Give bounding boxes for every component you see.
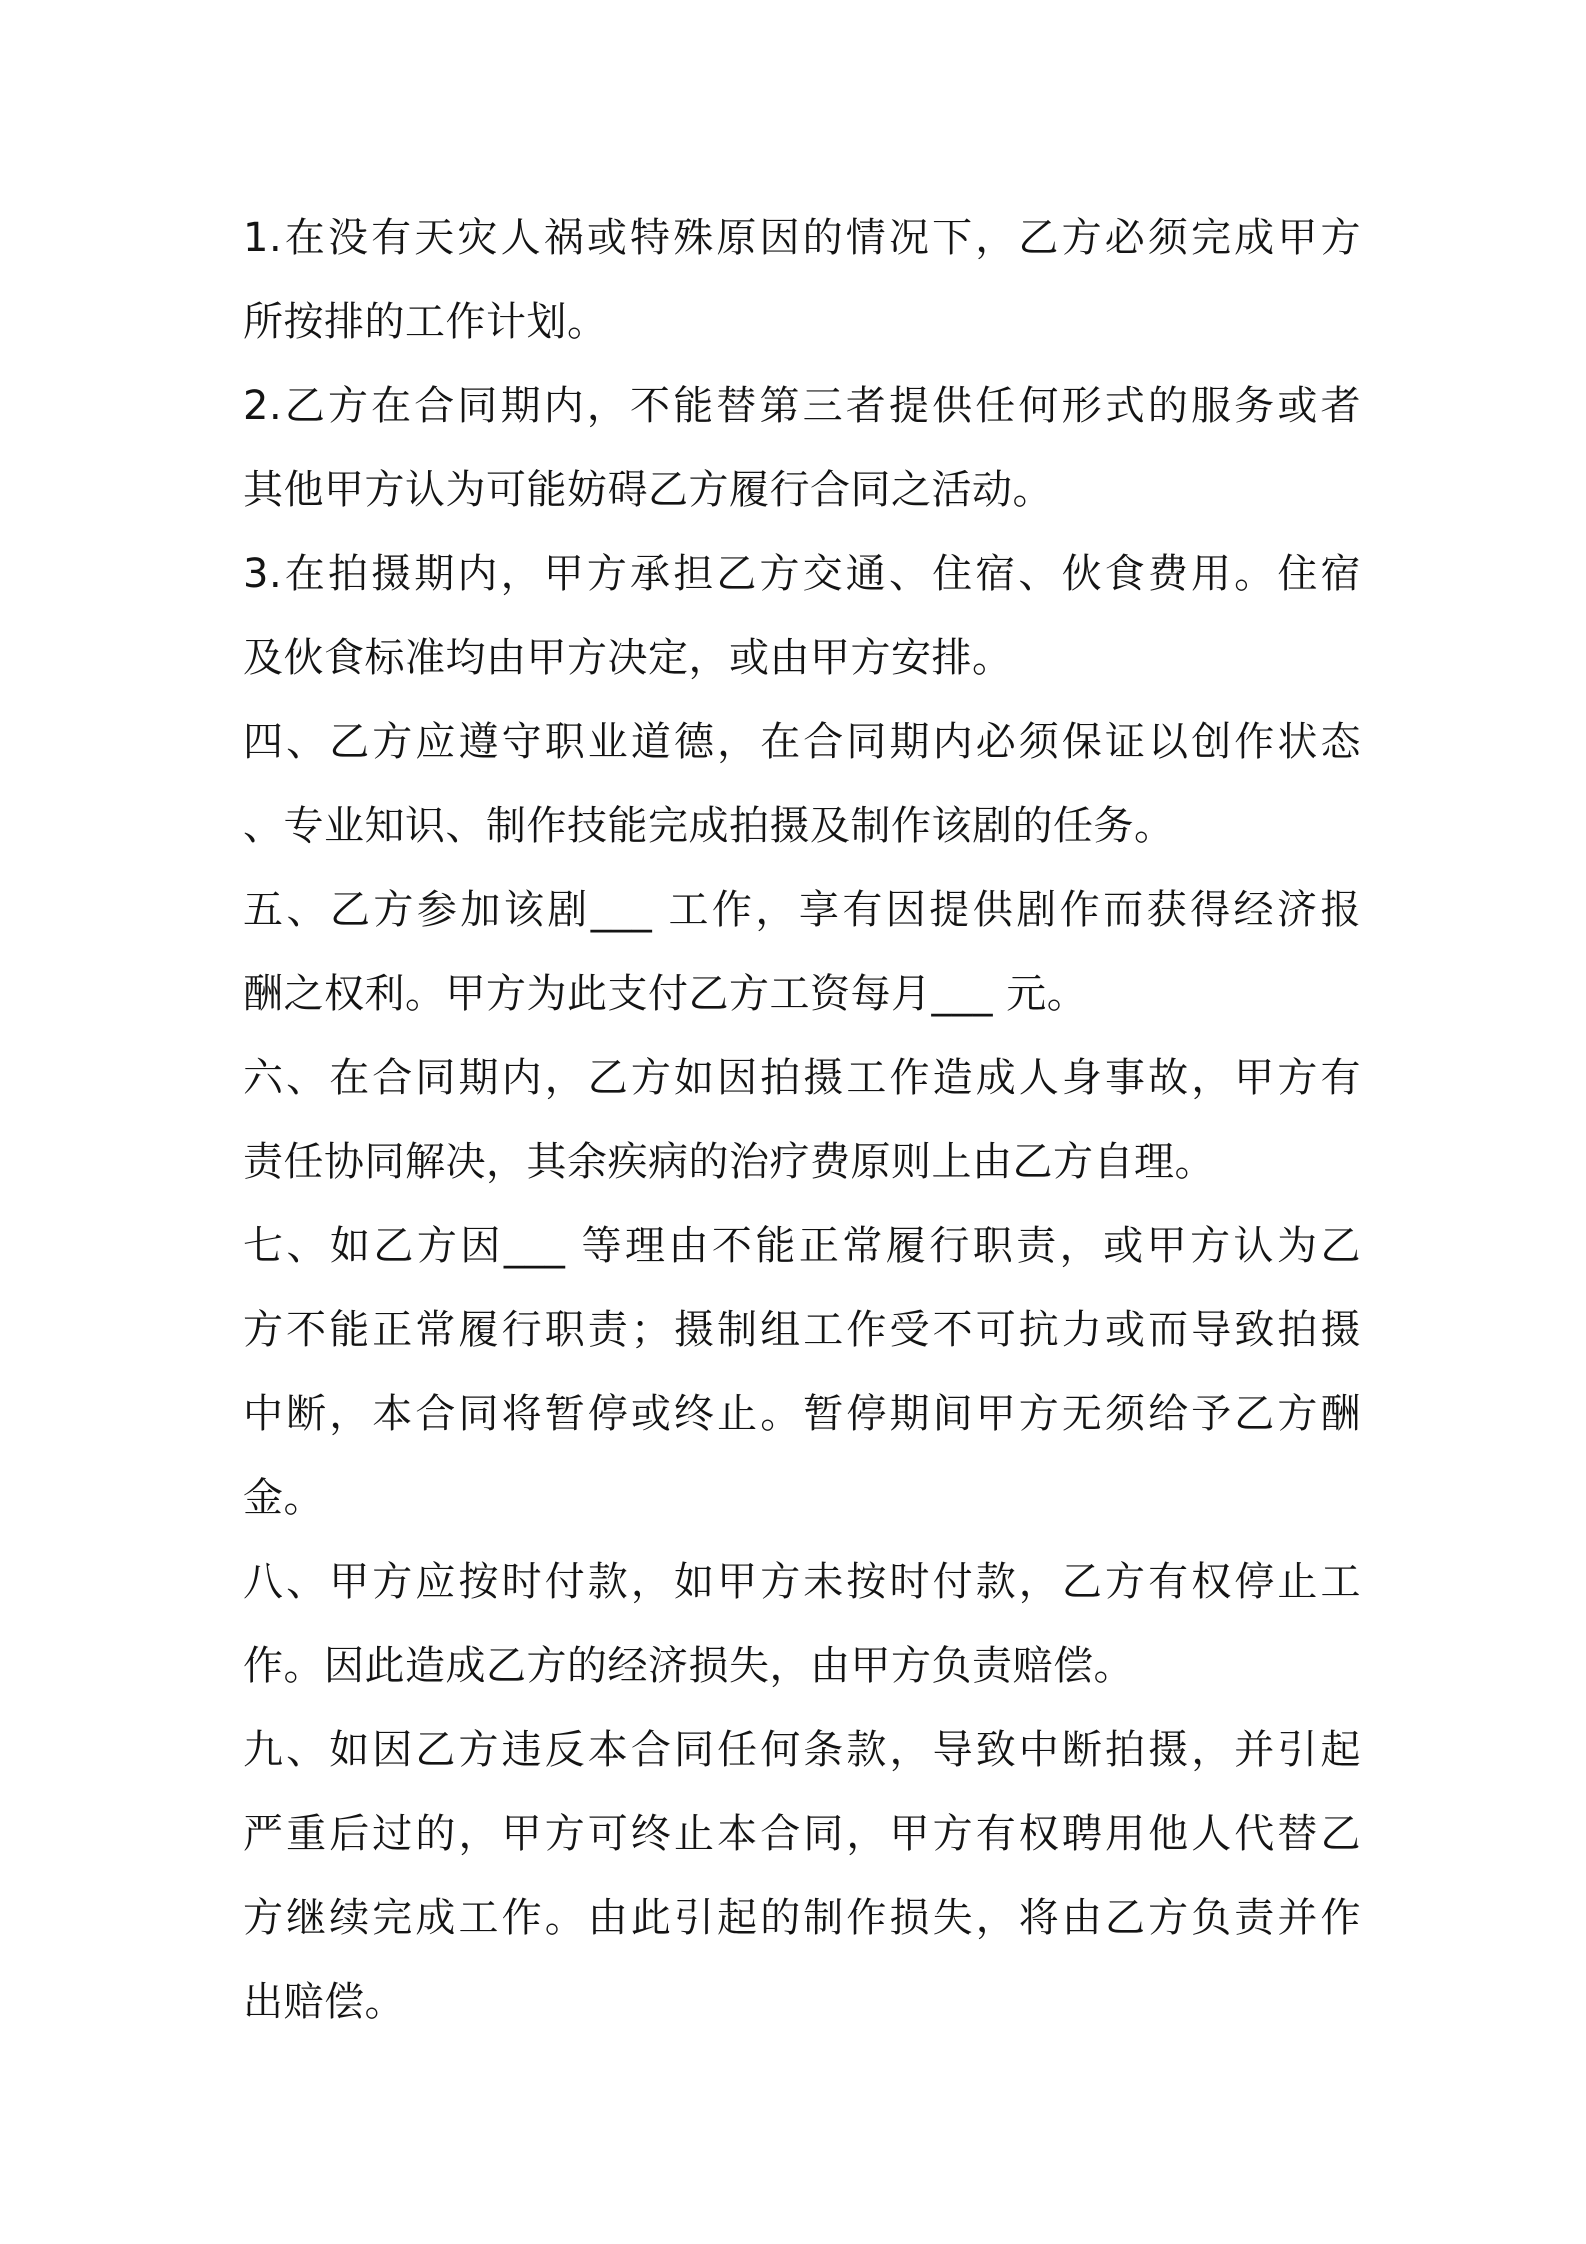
text-line: 、专业知识、制作技能完成拍摄及制作该剧的任务。 xyxy=(243,803,1175,849)
text-line: 七、如乙方因___ 等理由不能正常履行职责，或甲方认为乙 xyxy=(243,1223,1361,1269)
text-line: 严重后过的，甲方可终止本合同，甲方有权聘用他人代替乙 xyxy=(243,1811,1361,1857)
text-line: 四、乙方应遵守职业道德，在合同期内必须保证以创作状态 xyxy=(243,719,1361,765)
text-line: 中断，本合同将暂停或终止。暂停期间甲方无须给予乙方酬 xyxy=(243,1391,1361,1437)
text-line: 酬之权利。甲方为此支付乙方工资每月___ 元。 xyxy=(243,971,1088,1017)
text-line: 作。因此造成乙方的经济损失，由甲方负责赔偿。 xyxy=(243,1643,1134,1689)
text-line: 方继续完成工作。由此引起的制作损失，将由乙方负责并作 xyxy=(243,1895,1361,1941)
text-line: 方不能正常履行职责；摄制组工作受不可抗力或而导致拍摄 xyxy=(243,1307,1361,1353)
text-line: 六、在合同期内，乙方如因拍摄工作造成人身事故，甲方有 xyxy=(243,1055,1361,1101)
text-line: 金。 xyxy=(243,1475,324,1521)
text-line: 责任协同解决，其余疾病的治疗费原则上由乙方自理。 xyxy=(243,1139,1215,1185)
text-line: 及伙食标准均由甲方决定，或由甲方安排。 xyxy=(243,635,1013,681)
text-line: 其他甲方认为可能妨碍乙方履行合同之活动。 xyxy=(243,467,1053,513)
text-line: 五、乙方参加该剧___ 工作，享有因提供剧作而获得经济报 xyxy=(243,887,1361,933)
text-line: 八、甲方应按时付款，如甲方未按时付款，乙方有权停止工 xyxy=(243,1559,1361,1605)
text-line: 出赔偿。 xyxy=(243,1979,405,2025)
text-line: 所按排的工作计划。 xyxy=(243,299,608,345)
contract-body xyxy=(243,196,1361,2044)
text-line: 3.在拍摄期内，甲方承担乙方交通、住宿、伙食费用。住宿 xyxy=(243,551,1361,597)
text-line: 九、如因乙方违反本合同任何条款，导致中断拍摄，并引起 xyxy=(243,1727,1361,1773)
text-line: 1.在没有天灾人祸或特殊原因的情况下，乙方必须完成甲方 xyxy=(243,215,1361,261)
text-line: 2.乙方在合同期内，不能替第三者提供任何形式的服务或者 xyxy=(243,383,1361,429)
